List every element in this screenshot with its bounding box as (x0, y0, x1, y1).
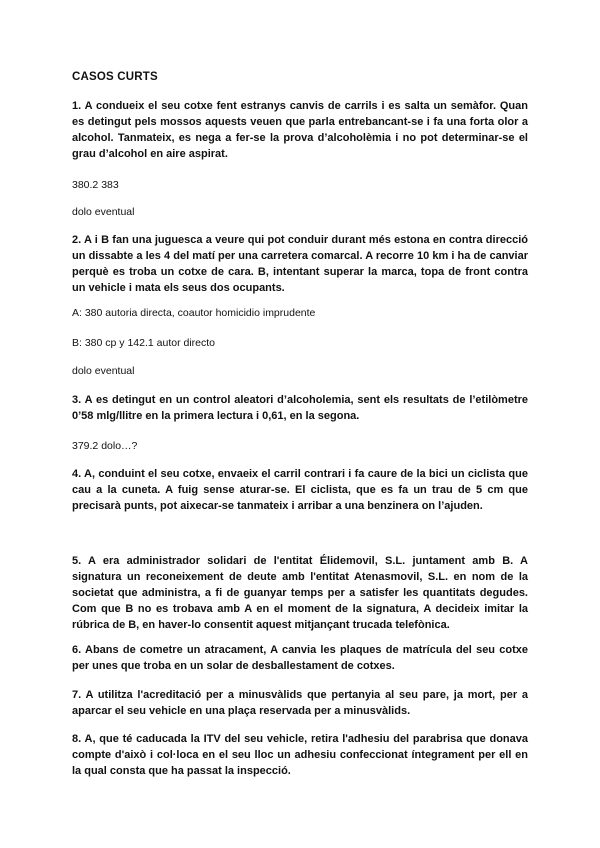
case-3: 3. A es detingut en un control aleatori d’alcoholemia, sent els resultats de l’etilòmetre 0’58 mlg/llitre en la primera lectura i 0,61, en la segona. (72, 394, 528, 422)
case-6: 6. Abans de cometre un atracament, A canvia les plaques de matrícula del seu cotxe per unes que troba en un solar de desballestament de cotxes. (72, 644, 528, 672)
note-2-b: B: 380 cp y 142.1 autor directo (72, 337, 216, 349)
note-3: 379.2 dolo…? (72, 440, 138, 452)
page-title: CASOS CURTS (72, 71, 158, 83)
note-2-dolo: dolo eventual (72, 365, 135, 377)
note-1-articles: 380.2 383 (72, 179, 119, 191)
case-5: 5. A era administrador solidari de l'entitat Élidemovil, S.L. juntament amb B. A signatura un reconeixement de deute amb l'entitat Atenasmovil, S.L. en nom de la societat que administra, a fi de guanyar temps per a satisfer les quantitats degudes. Com que B no es trobava amb A en el moment de la signatura, A decideix imitar la rúbrica de B, en haver-lo consentit aquest mitjançant trucada telefònica. (72, 555, 528, 631)
case-7: 7. A utilitza l'acreditació per a minusvàlids que pertanyia al seu pare, ja mort, per a aparcar el seu vehicle en una plaça reservada per a minusvàlids. (72, 689, 528, 717)
case-8: 8. A, que té caducada la ITV del seu vehicle, retira l'adhesiu del parabrisa que donava compte d'això i col·loca en el seu lloc un adhesiu confeccionat íntegrament per ell en la qual consta que ha passat la inspecció. (72, 733, 528, 777)
case-1: 1. A condueix el seu cotxe fent estranys canvis de carrils i es salta un semàfor. Quan es detingut pels mossos aquests veuen que parla entrebancant-se i fa una forta olor a alcohol. Tanmateix, es nega a fer-se la prova d’alcoholèmia i no pot determinar-se el grau d’alcohol en aire aspirat. (72, 100, 528, 160)
case-2: 2. A i B fan una juguesca a veure qui pot conduir durant més estona en contra direcció un dissabte a les 4 del matí per una carretera comarcal. A recorre 10 km i ha de canviar perquè es troba un cotxe de cara. B, intentant superar la marca, topa de front contra un vehicle i mata els seus dos ocupants. (72, 234, 528, 294)
case-4: 4. A, conduint el seu cotxe, envaeix el carril contrari i fa caure de la bici un ciclista que cau a la cuneta. A fuig sense aturar-se. El ciclista, que es fa un trau de 5 cm que precisarà punts, pot aixecar-se tanmateix i arribar a una benzinera on l’ajuden. (72, 468, 528, 512)
note-2-a: A: 380 autoria directa, coautor homicidio imprudente (72, 307, 316, 319)
note-1-dolo: dolo eventual (72, 206, 135, 218)
